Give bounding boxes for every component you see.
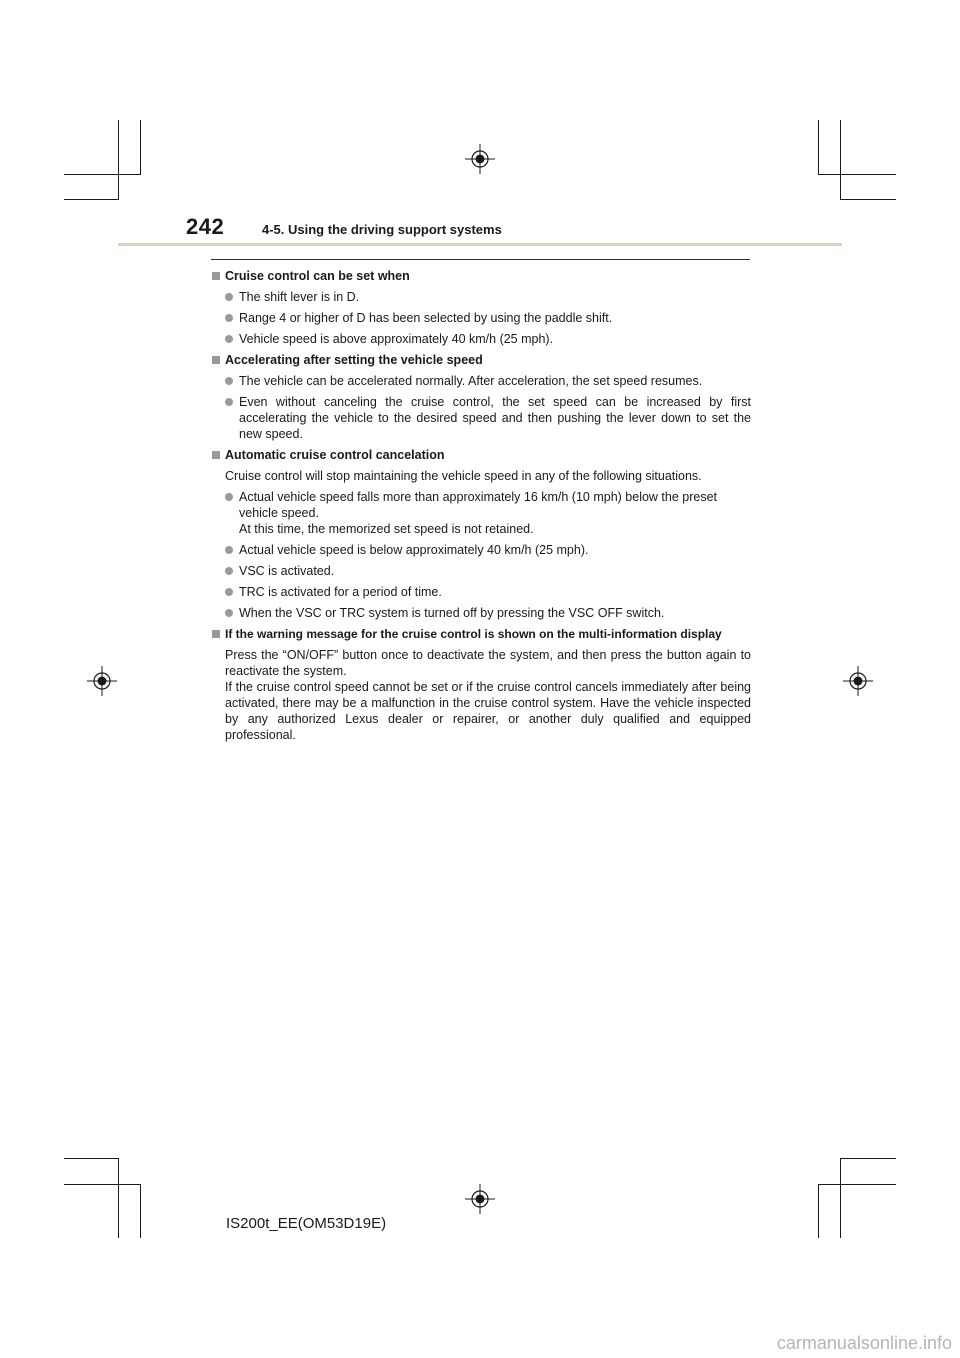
crop-mark	[818, 174, 896, 175]
list-item	[211, 542, 751, 558]
circle-bullet-icon	[225, 588, 233, 596]
list-item	[211, 489, 751, 537]
square-bullet-icon	[212, 272, 220, 280]
bullet-text: The vehicle can be accelerated normally. After acceleration, the set speed resumes.	[239, 374, 703, 388]
bullet-text: Actual vehicle speed is below approximately 40 km/h (25 mph).	[239, 543, 589, 557]
circle-bullet-icon	[225, 377, 233, 385]
bullet-text: Vehicle speed is above approximately 40 km/h (25 mph).	[239, 332, 554, 346]
registration-mark-icon	[843, 666, 873, 696]
crop-mark	[818, 1184, 819, 1238]
bullet-text: At this time, the memorized set speed is not retained.	[239, 522, 534, 536]
bullet-text: Even without canceling the cruise control, the set speed can be increased by first accelerating the vehicle to the desired speed and then pushing the lever down to set the new speed.	[239, 395, 751, 441]
paragraph-text: If the cruise control speed cannot be set or if the cruise control cancels immediately after being activated, there may be a malfunction in the cruise control system. Have the vehicle inspected by any authorized Lexus dealer or repairer, or another duly qualified and equipped professional.	[225, 680, 751, 742]
crop-mark	[64, 1184, 141, 1185]
section-paragraph	[211, 647, 751, 743]
crop-mark	[818, 1184, 896, 1185]
crop-mark	[118, 1158, 119, 1238]
registration-mark-icon	[465, 1184, 495, 1214]
crop-mark	[140, 120, 141, 174]
section-title: 4-5. Using the driving support systems	[262, 222, 502, 237]
page-number: 242	[186, 214, 225, 239]
heading-text: If the warning message for the cruise control is shown on the multi-information display	[225, 627, 722, 641]
crop-mark	[64, 1158, 119, 1159]
bullet-text: The shift lever is in D.	[239, 290, 360, 304]
circle-bullet-icon	[225, 546, 233, 554]
bullet-text: Actual vehicle speed falls more than approximately 16 km/h (10 mph) below the preset vehicle speed.	[239, 490, 718, 520]
header-rule	[118, 243, 842, 246]
section-intro: Cruise control will stop maintaining the vehicle speed in any of the following situations.	[225, 469, 702, 483]
crop-mark	[140, 1184, 141, 1238]
list-item	[211, 394, 751, 442]
registration-mark-icon	[465, 144, 495, 174]
circle-bullet-icon	[225, 567, 233, 575]
crop-mark	[840, 1158, 896, 1159]
crop-mark	[118, 120, 119, 200]
crop-mark	[64, 199, 119, 200]
list-item	[211, 289, 751, 305]
list-item	[211, 331, 751, 347]
heading-text: Automatic cruise control cancelation	[225, 448, 445, 462]
bullet-text: TRC is activated for a period of time.	[239, 585, 442, 599]
bullet-text: When the VSC or TRC system is turned off by pressing the VSC OFF switch.	[239, 606, 665, 620]
circle-bullet-icon	[225, 398, 233, 406]
section-heading	[211, 447, 751, 463]
watermark: carmanualsonline.info	[776, 1333, 952, 1353]
bullet-text: Range 4 or higher of D has been selected by using the paddle shift.	[239, 311, 613, 325]
square-bullet-icon	[212, 451, 220, 459]
square-bullet-icon	[212, 356, 220, 364]
list-item	[211, 563, 751, 579]
document-code: IS200t_EE(OM53D19E)	[226, 1215, 387, 1232]
list-item	[211, 605, 751, 621]
list-item	[211, 373, 751, 389]
crop-mark	[64, 174, 141, 175]
paragraph-text: Press the “ON/OFF” button once to deactivate the system, and then press the button again to reactivate the system.	[225, 648, 751, 678]
heading-text: Accelerating after setting the vehicle speed	[225, 353, 483, 367]
crop-mark	[840, 1158, 841, 1238]
registration-mark-icon	[87, 666, 117, 696]
bullet-text: VSC is activated.	[239, 564, 335, 578]
circle-bullet-icon	[225, 335, 233, 343]
page-content	[211, 268, 751, 743]
section-heading	[211, 352, 751, 368]
circle-bullet-icon	[225, 293, 233, 301]
circle-bullet-icon	[225, 609, 233, 617]
circle-bullet-icon	[225, 493, 233, 501]
list-item	[211, 310, 751, 326]
section-heading	[211, 268, 751, 284]
circle-bullet-icon	[225, 314, 233, 322]
crop-mark	[840, 199, 896, 200]
square-bullet-icon	[212, 630, 220, 638]
content-rule	[211, 259, 750, 260]
list-item	[211, 584, 751, 600]
crop-mark	[840, 120, 841, 200]
crop-mark	[818, 120, 819, 174]
heading-text: Cruise control can be set when	[225, 269, 410, 283]
section-heading	[211, 626, 751, 642]
